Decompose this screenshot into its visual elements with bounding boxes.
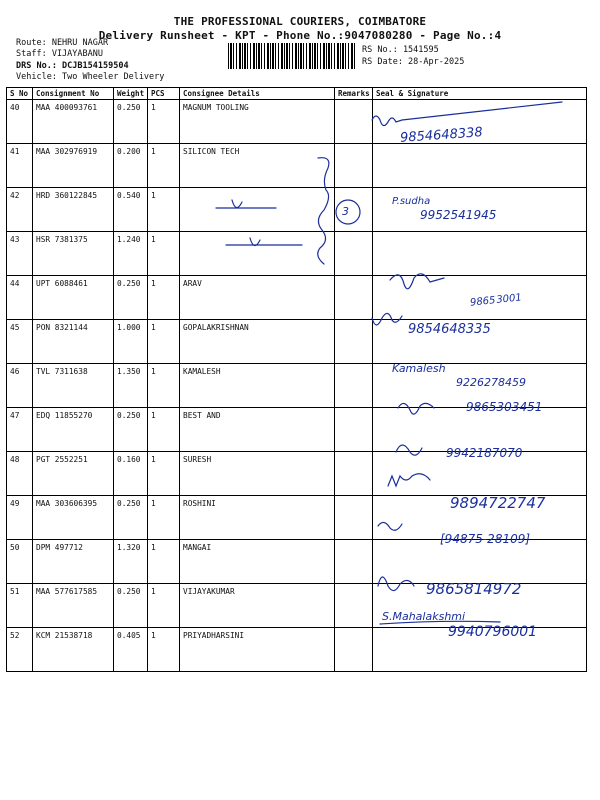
cell-sno: 52 — [7, 628, 33, 672]
cell-consignee: ROSHINI — [180, 496, 335, 540]
cell-pcs: 1 — [148, 144, 180, 188]
cell-weight: 1.350 — [114, 364, 148, 408]
signature-name-42: P.sudha — [392, 196, 431, 207]
cell-consignee: BEST AND — [180, 408, 335, 452]
signature-phone-46: 9226278459 — [456, 376, 526, 389]
cell-consignee — [180, 232, 335, 276]
rs-date: RS Date: 28-Apr-2025 — [362, 57, 465, 67]
cell-remarks — [335, 452, 373, 496]
cell-sno: 51 — [7, 584, 33, 628]
cell-remarks — [335, 584, 373, 628]
cell-remarks — [335, 408, 373, 452]
cell-consignee — [180, 188, 335, 232]
cell-weight: 0.200 — [114, 144, 148, 188]
cell-consignment: MAA 577617585 — [33, 584, 114, 628]
cell-consignee: MAGNUM TOOLING — [180, 100, 335, 144]
cell-sno: 42 — [7, 188, 33, 232]
signature-name-52: S.Mahalakshmi — [382, 610, 466, 623]
staff-label: Staff: VIJAYABANU — [16, 49, 103, 59]
cell-sno: 40 — [7, 100, 33, 144]
col-header-weight: Weight — [114, 88, 148, 100]
signature-phone-50: [94875-28109] — [440, 532, 531, 546]
cell-remarks — [335, 540, 373, 584]
cell-pcs: 1 — [148, 364, 180, 408]
cell-sno: 49 — [7, 496, 33, 540]
cell-remarks — [335, 144, 373, 188]
barcode — [228, 43, 356, 69]
cell-pcs: 1 — [148, 496, 180, 540]
cell-weight: 0.250 — [114, 584, 148, 628]
cell-weight: 0.540 — [114, 188, 148, 232]
cell-weight: 1.320 — [114, 540, 148, 584]
cell-sno: 44 — [7, 276, 33, 320]
cell-weight: 0.250 — [114, 276, 148, 320]
cell-consignee: KAMALESH — [180, 364, 335, 408]
cell-pcs: 1 — [148, 276, 180, 320]
cell-sno: 47 — [7, 408, 33, 452]
cell-remarks — [335, 320, 373, 364]
cell-consignment: MAA 303606395 — [33, 496, 114, 540]
signature-name-46: Kamalesh — [392, 362, 446, 375]
cell-consignment: TVL 7311638 — [33, 364, 114, 408]
cell-consignment: PON 8321144 — [33, 320, 114, 364]
cell-consignee: PRIYADHARSINI — [180, 628, 335, 672]
cell-remarks — [335, 232, 373, 276]
col-header-consignment: Consignment No — [33, 88, 114, 100]
signature-phone-48: 9942187070 — [446, 446, 523, 460]
cell-consignee: SILICON TECH — [180, 144, 335, 188]
cell-consignee: SURESH — [180, 452, 335, 496]
cell-consignment: EDQ 11855270 — [33, 408, 114, 452]
cell-signature — [373, 408, 587, 452]
cell-consignment: KCM 21538718 — [33, 628, 114, 672]
count-number: 3 — [342, 205, 349, 218]
cell-weight: 0.250 — [114, 408, 148, 452]
cell-signature — [373, 540, 587, 584]
cell-consignment: UPT 6088461 — [33, 276, 114, 320]
signature-phone-41: 9854648338 — [399, 125, 484, 146]
cell-pcs: 1 — [148, 452, 180, 496]
cell-weight: 1.000 — [114, 320, 148, 364]
company-title: THE PROFESSIONAL COURIERS, COIMBATORE — [173, 15, 427, 28]
cell-weight: 0.250 — [114, 100, 148, 144]
signature-phone-47: 9865303451 — [466, 400, 543, 414]
rs-number: RS No.: 1541595 — [362, 45, 439, 55]
cell-sno: 48 — [7, 452, 33, 496]
runsheet-subtitle: Delivery Runsheet - KPT - Phone No.:9047080280 - Page No.:4 — [98, 29, 502, 42]
cell-remarks — [335, 100, 373, 144]
cell-remarks — [335, 364, 373, 408]
table-row — [7, 188, 587, 232]
cell-sno: 41 — [7, 144, 33, 188]
route-label: Route: NEHRU NAGAR — [16, 38, 109, 48]
cell-consignee: MANGAI — [180, 540, 335, 584]
cell-consignee: VIJAYAKUMAR — [180, 584, 335, 628]
cell-weight: 0.405 — [114, 628, 148, 672]
signature-phone-44: 9865 3001 — [469, 292, 523, 309]
cell-signature — [373, 232, 587, 276]
cell-pcs: 1 — [148, 188, 180, 232]
cell-remarks — [335, 276, 373, 320]
cell-consignment: DPM 497712 — [33, 540, 114, 584]
cell-consignment: MAA 302976919 — [33, 144, 114, 188]
cell-consignee: ARAV — [180, 276, 335, 320]
cell-pcs: 1 — [148, 320, 180, 364]
signature-phone-52: 9940796001 — [448, 624, 538, 640]
table-row — [7, 408, 587, 452]
cell-sno: 43 — [7, 232, 33, 276]
cell-signature — [373, 144, 587, 188]
signature-phone-51: 9865814972 — [426, 580, 522, 598]
cell-sno: 45 — [7, 320, 33, 364]
col-header-consignee: Consignee Details — [180, 88, 335, 100]
col-header-pcs: PCS — [148, 88, 180, 100]
col-header-sno: S No — [7, 88, 33, 100]
signature-phone-42: 9952541945 — [420, 208, 497, 222]
cell-pcs: 1 — [148, 100, 180, 144]
table-row — [7, 540, 587, 584]
cell-pcs: 1 — [148, 584, 180, 628]
cell-remarks — [335, 496, 373, 540]
vehicle-label: Vehicle: Two Wheeler Delivery — [16, 72, 165, 82]
signature-phone-49: 9894722747 — [450, 494, 546, 512]
cell-consignment: HRD 360122845 — [33, 188, 114, 232]
cell-consignment: MAA 400093761 — [33, 100, 114, 144]
cell-consignment: HSR 7381375 — [33, 232, 114, 276]
cell-pcs: 1 — [148, 540, 180, 584]
drs-number: DRS No.: DCJB154159504 — [16, 61, 129, 71]
cell-sno: 46 — [7, 364, 33, 408]
table-row — [7, 232, 587, 276]
col-header-signature: Seal & Signature — [373, 88, 587, 100]
cell-pcs: 1 — [148, 232, 180, 276]
cell-weight: 0.250 — [114, 496, 148, 540]
col-header-remarks: Remarks — [335, 88, 373, 100]
cell-consignment: PGT 2552251 — [33, 452, 114, 496]
cell-remarks — [335, 628, 373, 672]
table-header-row — [7, 88, 587, 100]
cell-weight: 0.160 — [114, 452, 148, 496]
table-row — [7, 100, 587, 144]
cell-consignee: GOPALAKRISHNAN — [180, 320, 335, 364]
cell-sno: 50 — [7, 540, 33, 584]
cell-remarks — [335, 188, 373, 232]
cell-weight: 1.240 — [114, 232, 148, 276]
table-row — [7, 144, 587, 188]
signature-phone-45: 9854648335 — [408, 322, 491, 337]
cell-pcs: 1 — [148, 628, 180, 672]
cell-pcs: 1 — [148, 408, 180, 452]
table-row — [7, 320, 587, 364]
